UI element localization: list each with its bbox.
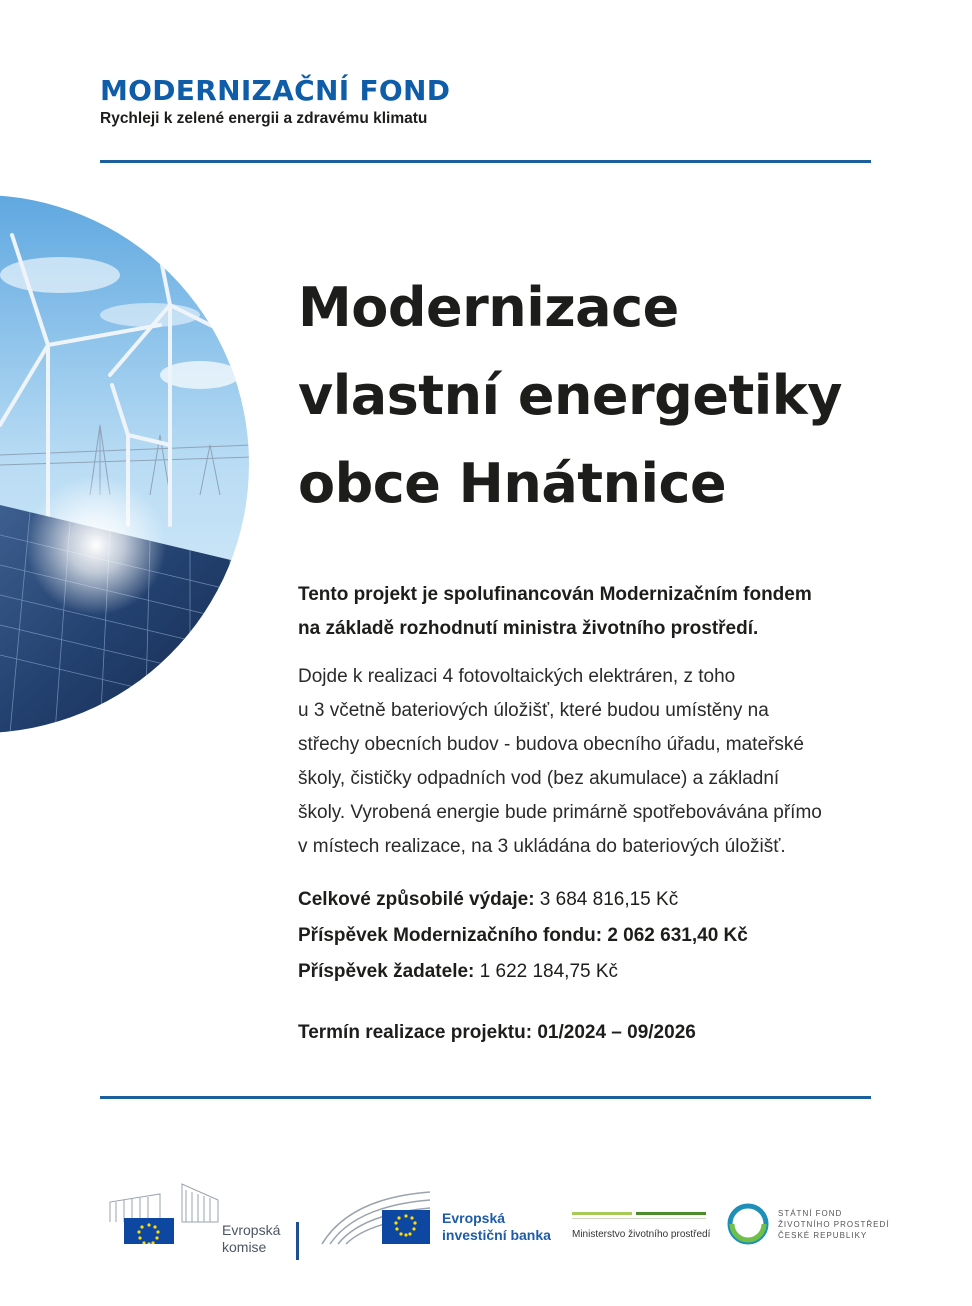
fund-contribution-label: Příspěvek Modernizačního fondu: (298, 925, 603, 946)
brand-title: MODERNIZAČNÍ FOND (100, 74, 451, 107)
description-line: školy, čističky odpadních vod (bez akumulace) a základní (298, 768, 780, 789)
applicant-contribution-row (298, 954, 748, 990)
eib-label-line: investiční banka (442, 1227, 551, 1243)
lead-line: na základě rozhodnutí ministra životního prostředí. (298, 618, 759, 639)
description-line: střechy obecních budov - budova obecního úřadu, mateřské (298, 734, 804, 755)
ec-emblem-icon (100, 1182, 220, 1244)
ec-label-line: komise (222, 1239, 267, 1255)
eib-logo (320, 1188, 560, 1246)
ec-label (222, 1222, 280, 1256)
project-term: Termín realizace projektu: 01/2024 – 09/2026 (298, 1022, 696, 1043)
ec-divider (296, 1222, 299, 1260)
description-line: školy. Vyrobená energie bude primárně spotřebovávána přímo (298, 802, 822, 823)
total-costs-row (298, 882, 748, 918)
ministry-label: Ministerstvo životního prostředí (572, 1229, 711, 1240)
lead-line: Tento projekt je spolufinancován Modernizačním fondem (298, 584, 812, 605)
financing-summary (298, 882, 748, 990)
eib-emblem-icon (320, 1188, 440, 1246)
description-line: u 3 včetně bateriových úložišť, které budou umístěny na (298, 700, 769, 721)
sfzp-label-line: ČESKÉ REPUBLIKY (778, 1231, 868, 1240)
brand-tagline: Rychleji k zelené energii a zdravému klimatu (100, 110, 428, 127)
applicant-contribution-value: 1 622 184,75 Kč (474, 961, 619, 982)
sfzp-label (778, 1208, 889, 1241)
eib-label-line: Evropská (442, 1210, 506, 1226)
project-title-line: obce Hnátnice (298, 452, 727, 515)
project-title-line: vlastní energetiky (298, 364, 842, 427)
description-line: Dojde k realizaci 4 fotovoltaických elektráren, z toho (298, 666, 736, 687)
bottom-divider (100, 1096, 871, 1099)
fund-contribution-row (298, 918, 748, 954)
ministry-bars-icon (572, 1212, 706, 1222)
ec-label-line: Evropská (222, 1222, 281, 1238)
applicant-contribution-label: Příspěvek žadatele: (298, 961, 475, 982)
sfzp-emblem-icon (726, 1202, 770, 1246)
hero-image (0, 195, 252, 733)
cofinancing-statement (298, 578, 888, 646)
project-title-line: Modernizace (298, 276, 679, 339)
top-divider (100, 160, 871, 163)
european-commission-logo (100, 1182, 300, 1255)
description-line: v místech realizace, na 3 ukládána do bateriových úložišť. (298, 836, 786, 857)
project-title (298, 264, 842, 528)
sfzp-logo (726, 1202, 890, 1252)
partner-logos (0, 1170, 972, 1260)
total-costs-value: 3 684 816,15 Kč (534, 889, 679, 910)
sfzp-label-line: ŽIVOTNÍHO PROSTŘEDÍ (778, 1220, 890, 1229)
ministry-of-environment-logo (570, 1206, 710, 1246)
fund-contribution-value: 2 062 631,40 Kč (602, 925, 748, 946)
total-costs-label: Celkové způsobilé výdaje: (298, 889, 535, 910)
eib-label (442, 1210, 551, 1244)
sfzp-label-line: STÁTNÍ FOND (778, 1209, 843, 1218)
project-description (298, 660, 888, 864)
